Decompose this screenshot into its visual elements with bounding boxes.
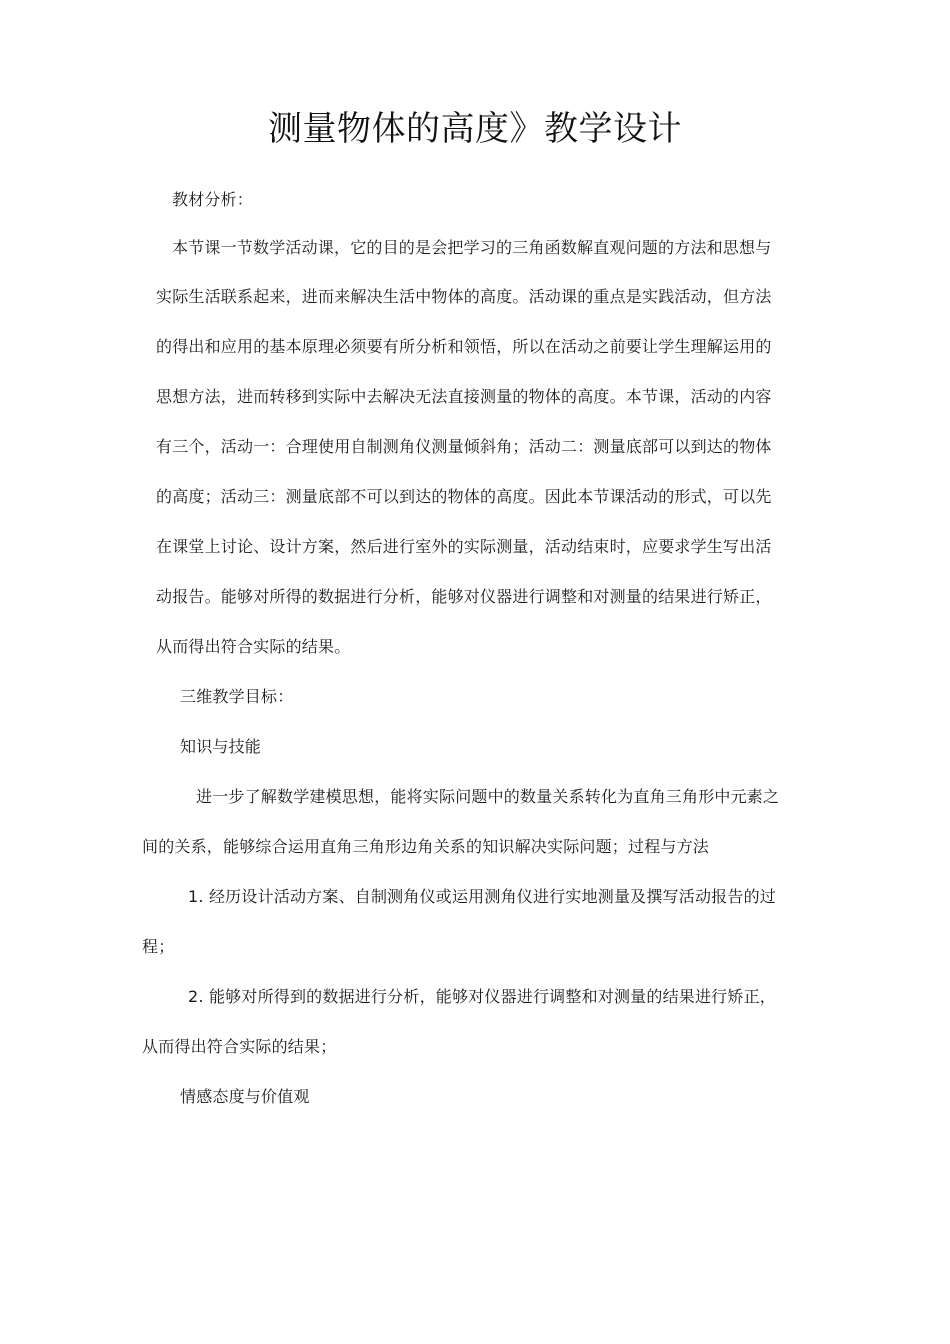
material-line-6: 的高度；活动三：测量底部不可以到达的物体的高度。因此本节课活动的形式，可以先: [156, 487, 772, 506]
list-item-1-text: . 经历设计活动方案、自制测角仪或运用测角仪进行实地测量及撰写活动报告的过: [198, 887, 776, 906]
section-heading-material: 教材分析：: [172, 190, 254, 209]
list-item-1-number: 1: [188, 887, 199, 906]
list-item-1-continuation: 程；: [142, 937, 175, 956]
material-line-2: 实际生活联系起来，进而来解决生活中物体的高度。活动课的重点是实践活动，但方法: [156, 287, 772, 306]
list-item-2-text: . 能够对所得到的数据进行分析，能够对仪器进行调整和对测量的结果进行矫正，: [198, 987, 776, 1006]
knowledge-line-2: 间的关系，能够综合运用直角三角形边角关系的知识解决实际问题；过程与方法: [142, 837, 710, 856]
material-line-1: 本节课一节数学活动课，它的目的是会把学习的三角函数解直观问题的方法和思想与: [172, 238, 772, 257]
material-line-5: 有三个，活动一：合理使用自制测角仪测量倾斜角；活动二：测量底部可以到达的物体: [156, 437, 772, 456]
material-line-7: 在课堂上讨论、设计方案，然后进行室外的实际测量，活动结束时，应要求学生写出活: [156, 537, 772, 556]
list-item-1: [188, 887, 776, 907]
material-line-8: 动报告。能够对所得的数据进行分析，能够对仪器进行调整和对测量的结果进行矫正，: [156, 587, 772, 606]
section-heading-goals: 三维教学目标：: [180, 687, 294, 706]
document-title: 测量物体的高度》教学设计: [268, 109, 682, 149]
list-item-2-continuation: 从而得出符合实际的结果；: [142, 1037, 337, 1056]
material-line-3: 的得出和应用的基本原理必须要有所分析和领悟，所以在活动之前要让学生理解运用的: [156, 337, 772, 356]
material-line-9: 从而得出符合实际的结果。: [156, 637, 351, 656]
material-line-4: 思想方法，进而转移到实际中去解决无法直接测量的物体的高度。本节课，活动的内容: [156, 387, 772, 406]
list-item-2-number: 2: [188, 987, 199, 1006]
list-item-2: [188, 987, 776, 1007]
section-heading-knowledge: 知识与技能: [180, 737, 262, 756]
knowledge-line-1: 进一步了解数学建模思想，能将实际问题中的数量关系转化为直角三角形中元素之: [196, 787, 780, 806]
section-heading-attitude: 情感态度与价值观: [180, 1087, 310, 1106]
